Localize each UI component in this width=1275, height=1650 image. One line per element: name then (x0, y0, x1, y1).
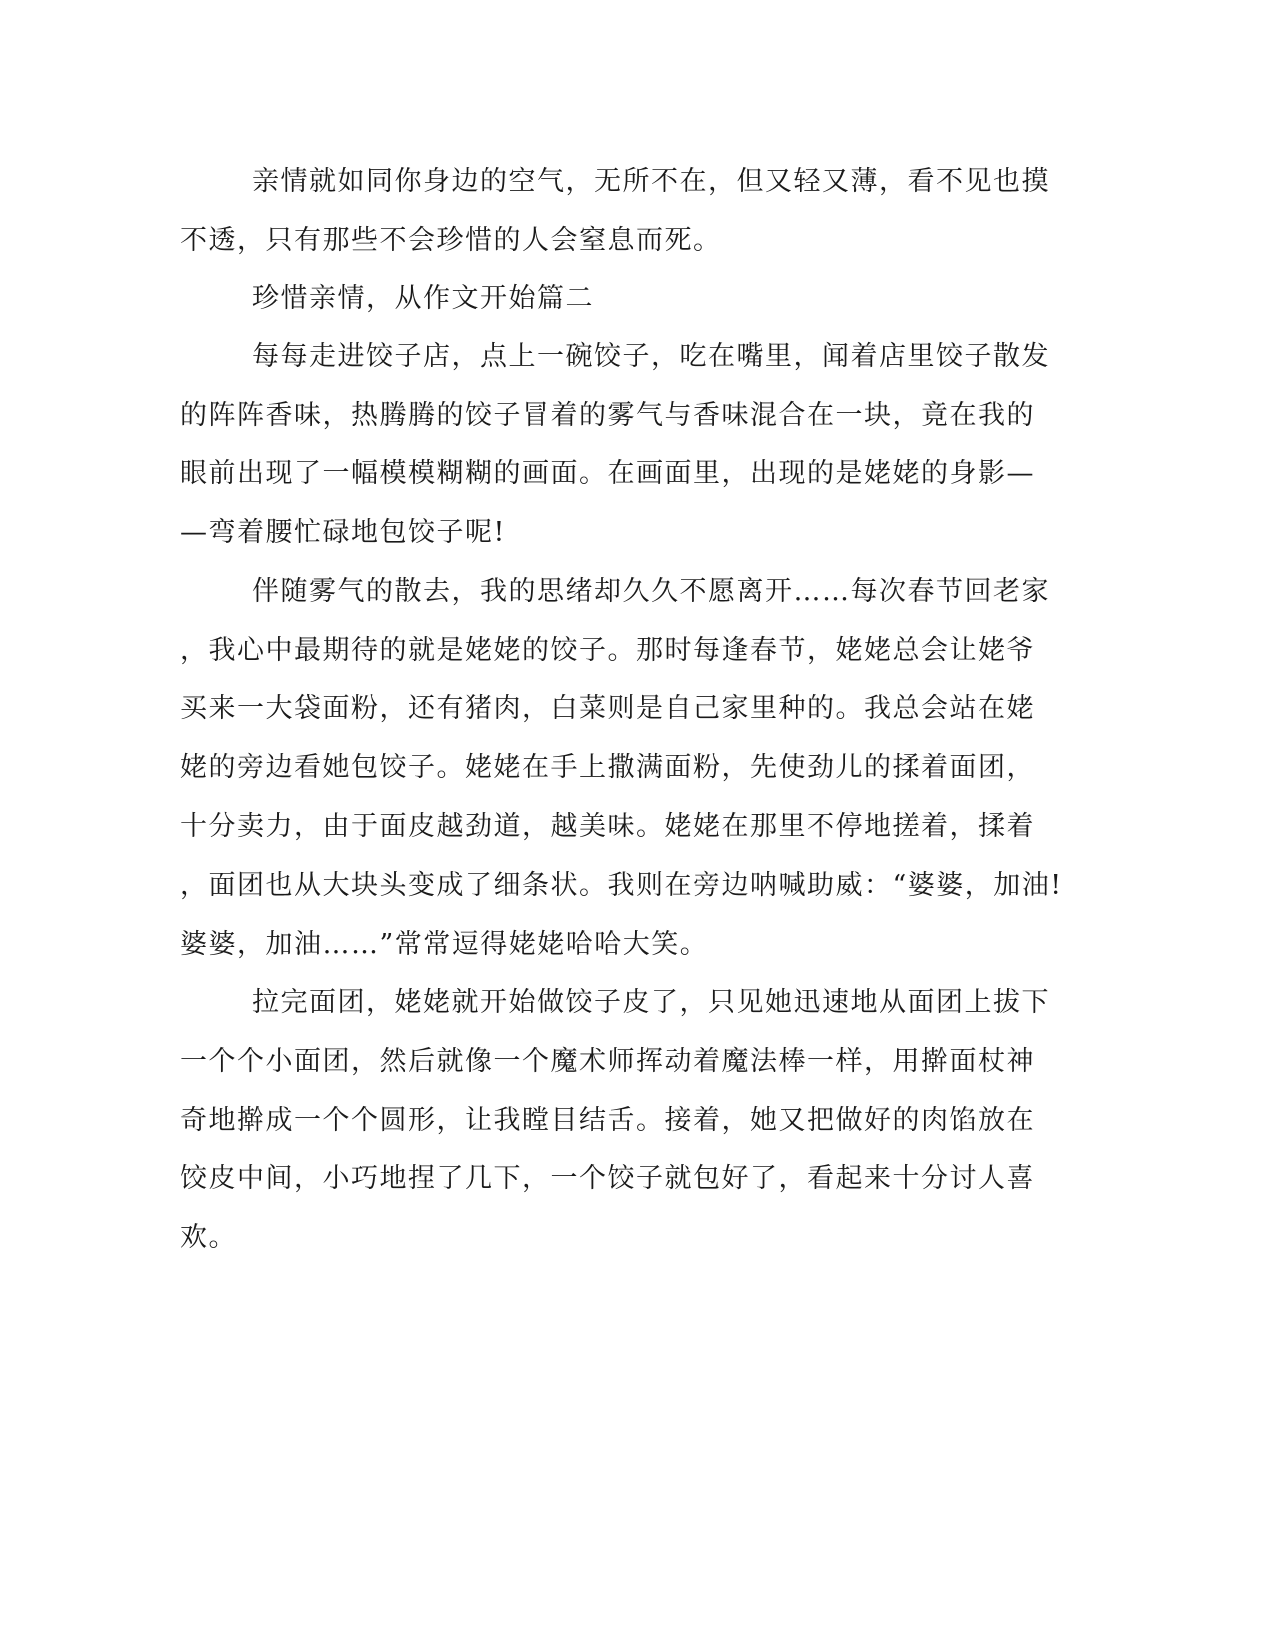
text-line-4: 每每走进饺子店，点上一碗饺子，吃在嘴里，闻着店里饺子散发 (252, 341, 1050, 372)
text-line-7: —弯着腰忙碌地包饺子呢! (180, 517, 506, 548)
text-line-1: 亲情就如同你身边的空气，无所不在，但又轻又薄，看不见也摸 (252, 166, 1050, 197)
section-heading: 珍惜亲情，从作文开始篇二 (252, 283, 594, 314)
text-line-6: 眼前出现了一幅模模糊糊的画面。在画面里，出现的是姥姥的身影— (180, 458, 1035, 489)
text-line-15: 拉完面团，姥姥就开始做饺子皮了，只见她迅速地从面团上拔下 (252, 987, 1050, 1018)
text-line-18: 饺皮中间，小巧地捏了几下，一个饺子就包好了，看起来十分讨人喜 (180, 1163, 1035, 1194)
text-line-5: 的阵阵香味，热腾腾的饺子冒着的雾气与香味混合在一块，竟在我的 (180, 400, 1035, 431)
text-line-14: 婆婆，加油……”常常逗得姥姥哈哈大笑。 (180, 929, 709, 960)
text-line-17: 奇地擀成一个个圆形，让我瞠目结舌。接着，她又把做好的肉馅放在 (180, 1105, 1035, 1136)
text-line-16: 一个个小面团，然后就像一个魔术师挥动着魔法棒一样，用擀面杖神 (180, 1046, 1035, 1077)
text-line-13: ，面团也从大块头变成了细条状。我则在旁边呐喊助威：“婆婆，加油! (180, 870, 1063, 901)
text-line-9: ，我心中最期待的就是姥姥的饺子。那时每逢春节，姥姥总会让姥爷 (180, 635, 1035, 666)
text-line-11: 姥的旁边看她包饺子。姥姥在手上撒满面粉，先使劲儿的揉着面团， (180, 752, 1035, 783)
text-line-12: 十分卖力，由于面皮越劲道，越美味。姥姥在那里不停地搓着，揉着 (180, 811, 1035, 842)
text-line-8: 伴随雾气的散去，我的思绪却久久不愿离开……每次春节回老家 (252, 576, 1050, 607)
text-line-10: 买来一大袋面粉，还有猪肉，白菜则是自己家里种的。我总会站在姥 (180, 693, 1035, 724)
text-line-19: 欢。 (180, 1222, 237, 1253)
text-line-2: 不透，只有那些不会珍惜的人会窒息而死。 (180, 225, 722, 256)
